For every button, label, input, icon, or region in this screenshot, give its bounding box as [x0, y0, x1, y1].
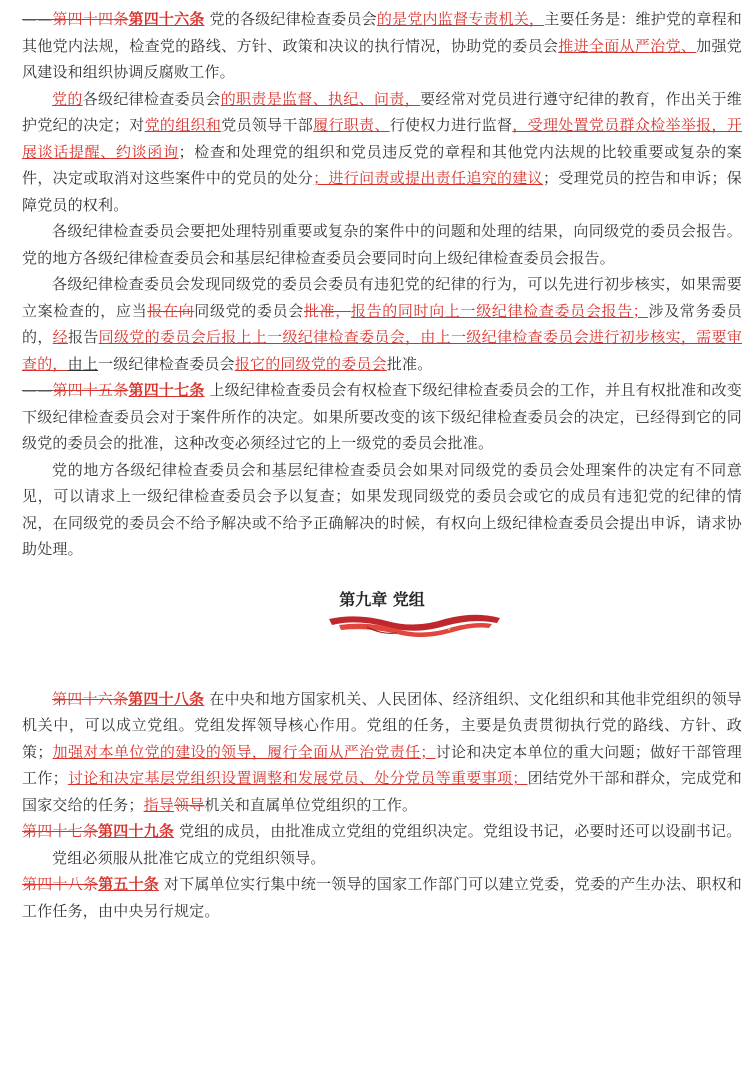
old-article-number: 第四十五条: [52, 381, 129, 399]
article-47-paragraph-2: 党的地方各级纪律检查委员会和基层纪律检查委员会如果对同级党的委员会处理案件的决定有不同意见，可以请求上一级纪律检查委员会予以复查；如果发现同级党的委员会或它的成员有违犯党的纪律的情况，在同级党的委员会不给予解决或不给予正确解决的时候，有权向上级纪律检查委员会提出申诉，请求协助处理。: [22, 460, 742, 558]
article-46: ——第四十四条第四十六条 党的各级纪律检查委员会的是党内监督专责机关，主要任务是：维护党的章程和其他党内法规，检查党的路线、方针、政策和决议的执行情况，协助党的委员会推进全面从严治党、加强党风建设和组织协调反腐败工作。: [22, 10, 742, 81]
old-article-number: 第四十八条: [22, 875, 99, 893]
new-article-number: 第四十七条: [128, 381, 205, 399]
old-article-number: 第四十四条: [52, 10, 129, 28]
article-46-paragraph-4: 各级纪律检查委员会发现同级党的委员会委员有违犯党的纪律的行为，可以先进行初步核实，如果需要立案检查的，应当报在向同级党的委员会批准，报告的同时向上一级纪律检查委员会报告；涉及常务委员的，经报告同级党的委员会后报上上一级纪律检查委员会，由上一级纪律检查委员会进行初步核实，需要审查的，由上一级纪律检查委员会报它的同级党的委员会批准。: [22, 275, 743, 373]
article-46-paragraph-3: 各级纪律检查委员会要把处理特别重要或复杂的案件中的问题和处理的结果，向同级党的委员会报告。党的地方各级纪律检查委员会和基层纪律检查委员会要同时向上级纪律检查委员会报告。: [22, 222, 742, 267]
new-article-number: 第五十条: [98, 875, 159, 893]
new-article-number: 第四十九条: [98, 822, 175, 840]
red-ribbon-divider-icon: [327, 609, 502, 641]
article-48: 第四十六条第四十八条 在中央和地方国家机关、人民团体、经济组织、文化组织和其他非党组织的领导机关中，可以成立党组。党组发挥领导核心作用。党组的任务，主要是负责贯彻执行党的路线、方针、政策；加强对本单位党的建设的领导，履行全面从严治党责任；讨论和决定本单位的重大问题；做好干部管理工作；讨论和决定基层党组织设置调整和发展党员、处分党员等重要事项；团结党外干部和群众，完成党和国家交给的任务；指导领导机关和直属单位党组织的工作。: [22, 689, 742, 814]
article-50: 第四十八条第五十条 对下属单位实行集中统一领导的国家工作部门可以建立党委，党委的产生办法、职权和工作任务，由中央另行规定。: [22, 875, 742, 920]
old-article-number: 第四十七条: [22, 822, 99, 840]
article-47: ——第四十五条第四十七条 上级纪律检查委员会有权检查下级纪律检查委员会的工作，并且有权批准和改变下级纪律检查委员会对于案件所作的决定。如果所要改变的该下级纪律检查委员会的决定，已经得到它的同级党的委员会的批准，这种改变必须经过它的上一级党的委员会批准。: [22, 381, 742, 452]
article-46-paragraph-2: 党的各级纪律检查委员会的职责是监督、执纪、问责，要经常对党员进行遵守纪律的教育，作出关于维护党纪的决定；对党的组织和党员领导干部履行职责、行使权力进行监督，受理处置党员群众检举举报，开展谈话提醒、约谈函询；检查和处理党的组织和党员违反党的章程和其他党内法规的比较重要或复杂的案件，决定或取消对这些案件中的党员的处分；进行问责或提出责任追究的建议；受理党员的控告和申诉；保障党员的权利。: [22, 89, 742, 214]
chapter-title: 第九章 党组: [339, 589, 425, 609]
new-article-number: 第四十八条: [128, 689, 205, 708]
old-article-number: 第四十六条: [52, 689, 129, 708]
chapter-heading: [22, 579, 742, 664]
new-article-number: 第四十六条: [128, 10, 205, 28]
article-49-paragraph-2: 党组必须服从批准它成立的党组织领导。: [52, 848, 326, 867]
article-49: 第四十七条第四十九条 党组的成员，由批准成立党组的党组织决定。党组设书记，必要时还可以设副书记。: [22, 822, 742, 840]
